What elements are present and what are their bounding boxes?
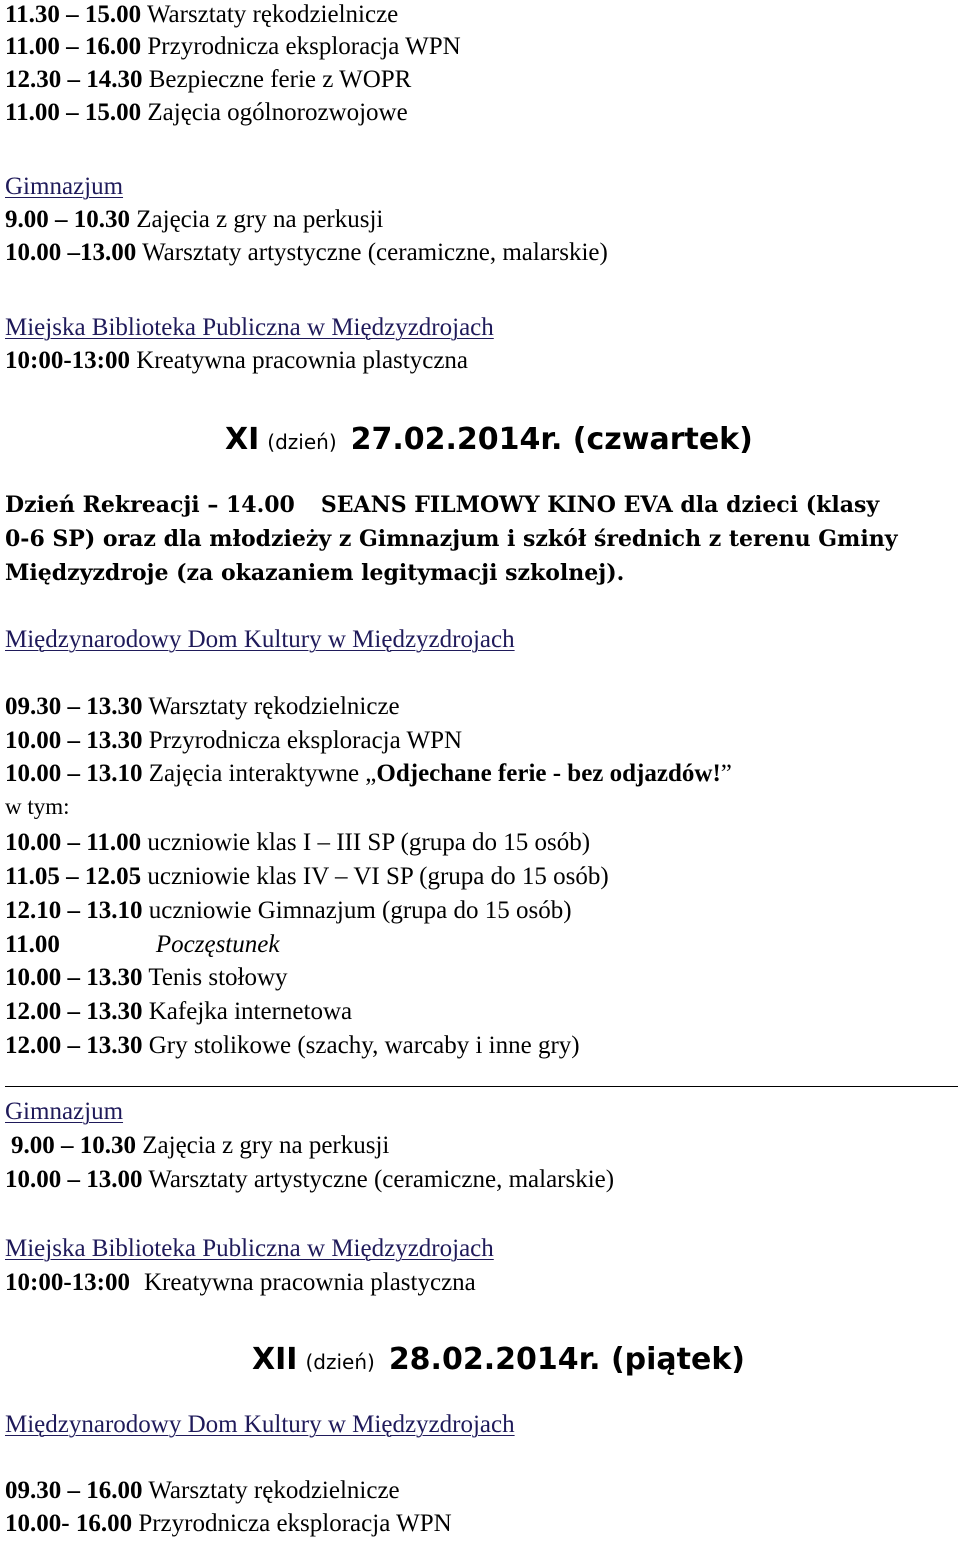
activity-title: Zajęcia z gry na perkusji: [142, 1132, 390, 1159]
time-range: 10.00 – 13.00: [5, 1166, 143, 1193]
schedule-line: [5, 828, 590, 858]
activity-highlight: Odjechane ferie - bez odjazdów!: [376, 760, 721, 787]
time-range: 10:00-13:00: [5, 347, 130, 374]
schedule-line: [5, 1476, 400, 1506]
schedule-line: [5, 346, 468, 376]
schedule-line: [5, 98, 408, 128]
time-range: 12.10 – 13.10: [5, 897, 143, 924]
activity-title: Przyrodnicza eksploracja WPN: [148, 727, 463, 754]
activity-title: Zajęcia ogólnorozwojowe: [147, 99, 408, 126]
time-range: 12.00 – 13.30: [5, 998, 143, 1025]
schedule-line: [5, 896, 572, 926]
schedule-line: [5, 759, 732, 789]
activity-title: Warsztaty rękodzielnicze: [148, 693, 400, 720]
venue-heading: Gimnazjum: [5, 173, 124, 200]
schedule-line: [5, 205, 383, 235]
venue-heading: Miejska Biblioteka Publiczna w Międzyzdrojach: [5, 314, 494, 341]
time-range: 10.00 – 11.00: [5, 829, 142, 856]
activity-title: uczniowie klas I – III SP (grupa do 15 osób): [147, 829, 591, 856]
activity-title: Warsztaty rękodzielnicze: [146, 1, 399, 28]
activity-title: Kafejka internetowa: [148, 998, 353, 1025]
venue-heading: Międzynarodowy Dom Kultury w Międzyzdrojach: [5, 1411, 515, 1438]
activity-title: Przyrodnicza eksploracja WPN: [138, 1510, 452, 1537]
venue-heading: Miejska Biblioteka Publiczna w Międzyzdrojach: [5, 1235, 494, 1262]
horizontal-rule: [5, 1086, 958, 1087]
day-heading: [252, 1340, 745, 1382]
time-range: 10.00 – 13.10: [5, 760, 143, 787]
schedule-line: [5, 65, 411, 95]
time-range: 11.00 – 15.00: [5, 99, 142, 126]
time-range: 10.00 – 13.30: [5, 727, 143, 754]
day-label: (dzień): [267, 430, 337, 454]
activity-title: Bezpieczne ferie z WOPR: [148, 66, 412, 93]
time-range: 09.30 – 13.30: [5, 693, 143, 720]
time-range: 10:00-13:00: [5, 1269, 130, 1296]
quote-close: ”: [720, 760, 732, 787]
recreation-text-3: Międzyzdroje (za okazaniem legitymacji szkolnej).: [5, 560, 625, 586]
schedule-line: [5, 1268, 476, 1298]
day-date: 27.02.2014r. (czwartek): [350, 422, 753, 457]
schedule-line: [5, 1165, 614, 1195]
recreation-paragraph: [5, 488, 955, 590]
schedule-line: [5, 930, 279, 960]
schedule-line: [5, 692, 400, 722]
time-range: 12.00 – 13.30: [5, 1032, 143, 1059]
venue-heading: Gimnazjum: [5, 1098, 124, 1125]
schedule-line: [5, 0, 398, 30]
activity-title: uczniowie klas IV – VI SP (grupa do 15 osób): [147, 863, 609, 890]
activity-title: Warsztaty rękodzielnicze: [148, 1477, 400, 1504]
time-range: 11.00: [5, 931, 60, 958]
time-range: 9.00 – 10.30: [5, 206, 130, 233]
day-date: 28.02.2014r. (piątek): [388, 1342, 746, 1377]
day-label: (dzień): [305, 1350, 375, 1374]
venue-heading: Międzynarodowy Dom Kultury w Międzyzdrojach: [5, 626, 515, 653]
recreation-text-1: SEANS FILMOWY KINO EVA dla dzieci (klasy: [320, 492, 880, 518]
schedule-line: [5, 1031, 580, 1061]
recreation-lead: Dzień Rekreacji – 14.00: [5, 492, 295, 518]
schedule-line: [5, 1509, 452, 1539]
time-range: 10.00 – 13.30: [5, 964, 143, 991]
activity-title: Warsztaty artystyczne (ceramiczne, malarskie): [142, 239, 608, 266]
time-range: 10.00- 16.00: [5, 1510, 133, 1537]
time-range: 12.30 – 14.30: [5, 66, 143, 93]
day-number: XII: [252, 1342, 298, 1377]
schedule-line: [5, 963, 288, 993]
day-heading: [225, 420, 753, 462]
activity-title: Zajęcia interaktywne „: [148, 760, 377, 787]
activity-title: Gry stolikowe (szachy, warcaby i inne gry): [148, 1032, 580, 1059]
recreation-text-2: 0-6 SP) oraz dla młodzieży z Gimnazjum i szkół średnich z terenu Gminy: [5, 526, 898, 552]
day-number: XI: [225, 422, 260, 457]
schedule-line: [5, 238, 608, 268]
schedule-line: [5, 726, 462, 756]
time-range: 09.30 – 16.00: [5, 1477, 143, 1504]
activity-title: Poczęstunek: [155, 931, 280, 958]
schedule-line: [5, 32, 461, 62]
activity-title: Przyrodnicza eksploracja WPN: [147, 33, 461, 60]
activity-title: Kreatywna pracownia plastyczna: [136, 347, 469, 374]
time-range: 11.30 – 15.00: [5, 1, 142, 28]
activity-title: uczniowie Gimnazjum (grupa do 15 osób): [148, 897, 572, 924]
schedule-line: [11, 1131, 389, 1161]
activity-title: Warsztaty artystyczne (ceramiczne, malarskie): [148, 1166, 615, 1193]
time-range: 9.00 – 10.30: [11, 1132, 136, 1159]
time-range: 11.00 – 16.00: [5, 33, 142, 60]
time-range: 10.00 –13.00: [5, 239, 137, 266]
subheading-wtym: w tym:: [5, 794, 70, 819]
activity-title: Kreatywna pracownia plastyczna: [143, 1269, 476, 1296]
schedule-line: [5, 862, 609, 892]
activity-title: Zajęcia z gry na perkusji: [136, 206, 384, 233]
activity-title: Tenis stołowy: [148, 964, 288, 991]
time-range: 11.05 – 12.05: [5, 863, 142, 890]
schedule-line: [5, 997, 352, 1027]
